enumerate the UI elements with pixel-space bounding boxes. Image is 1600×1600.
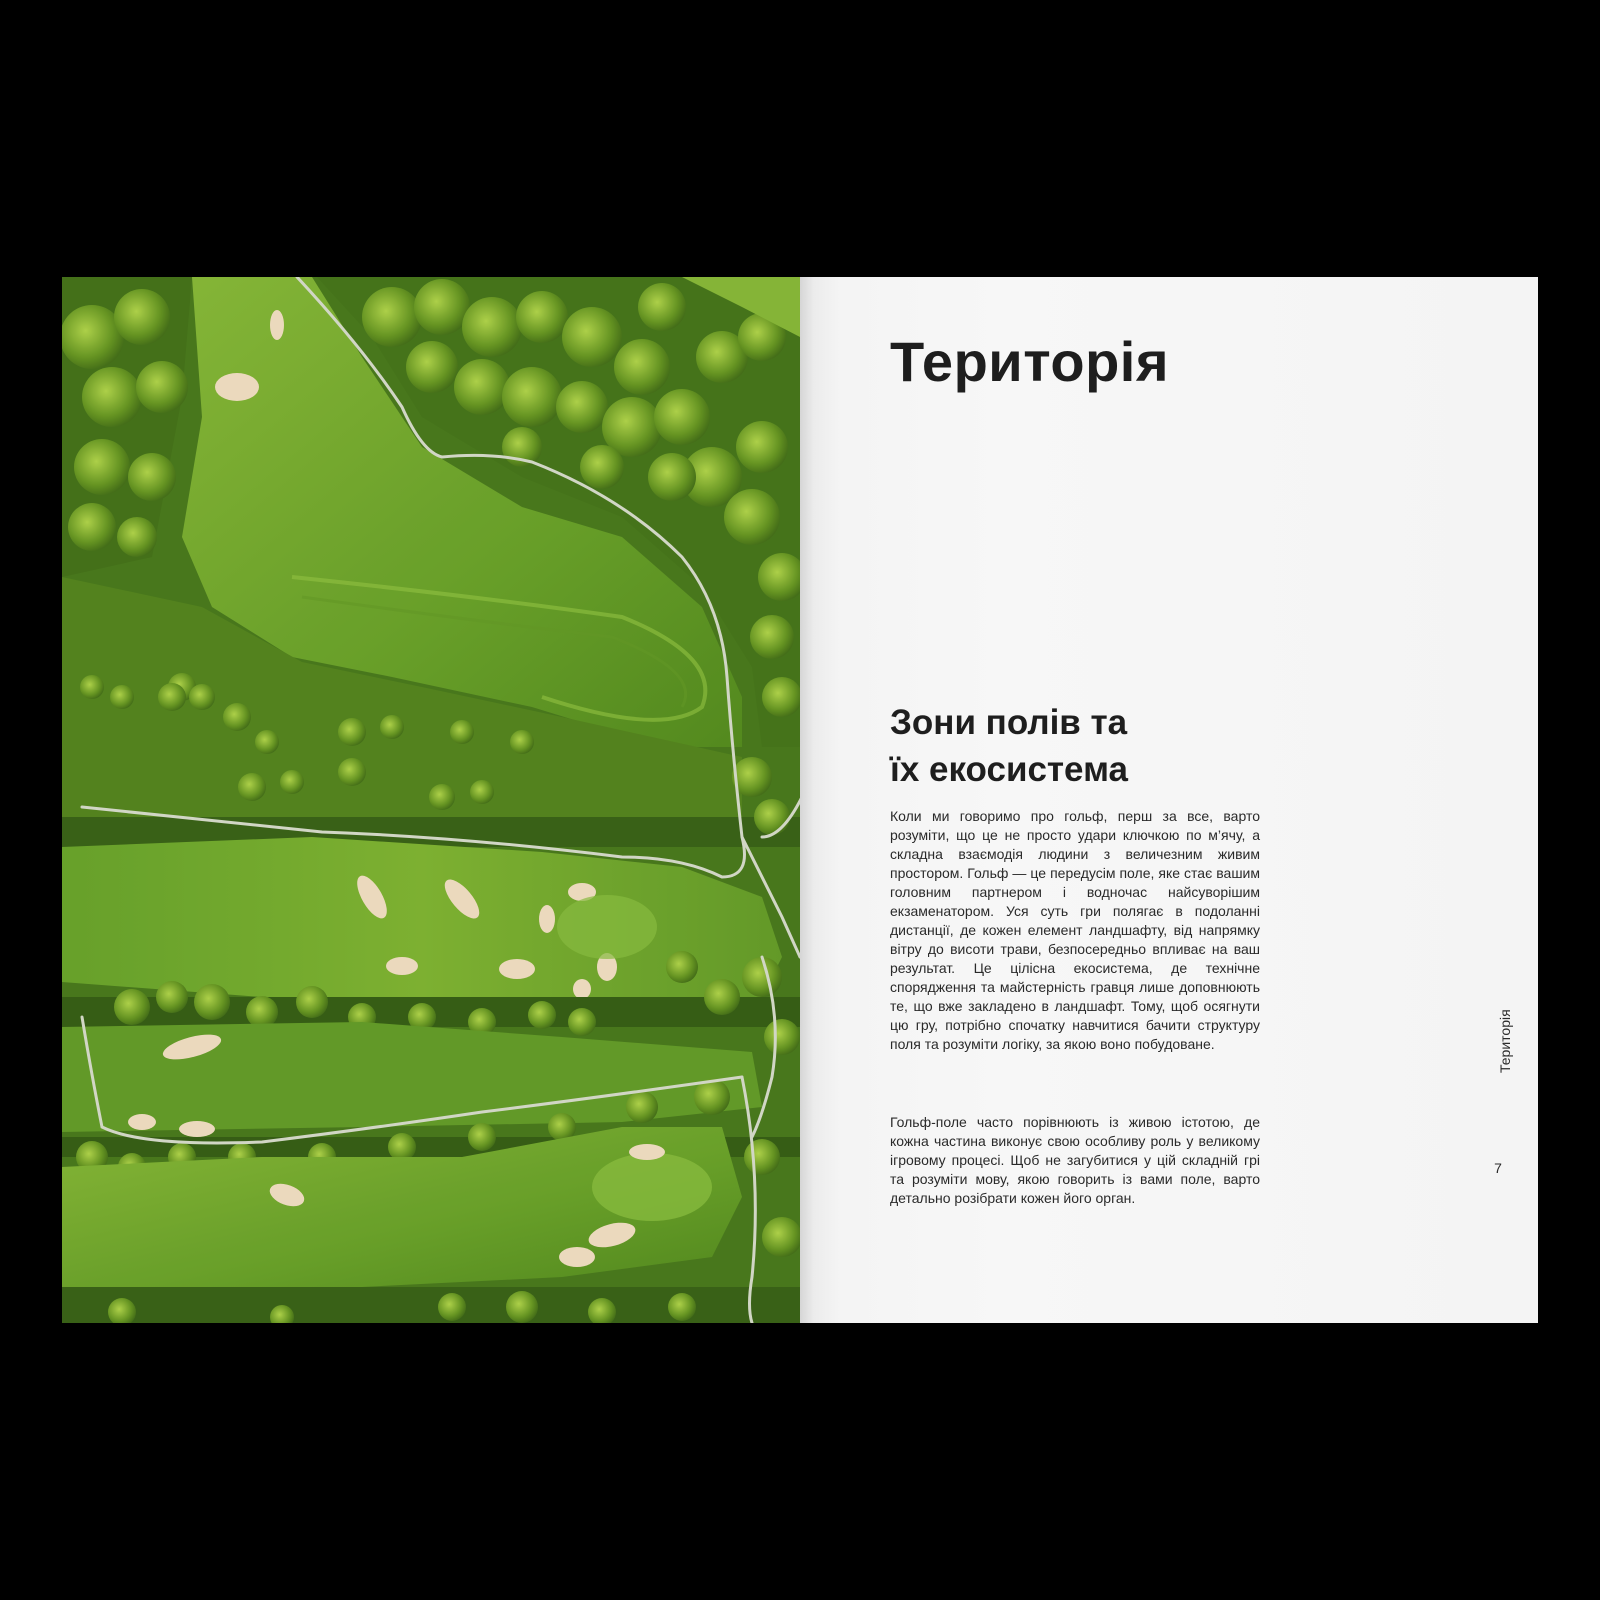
text-page: [800, 277, 1538, 1323]
body-paragraph-1: Коли ми говоримо про гольф, перш за все, варто розуміти, що це не просто удари ключкою по м’ячу, а складна взаємодія людини з величезним живим простором. Гольф — це передусім поле, яке стає вашим головним партнером і водночас найсуворішим екзаменатором. Уся суть гри полягає в подоланні дистанції, де кожен елемент ландшафту, від напрямку вітру до висоти трави, безпосередньо впливає на ваш результат. Це цілісна екосистема, де технічне спорядження та майстерність гравця лише доповнюють те, що вже закладено в ландшафт. Тому, щоб осягнути цю гру, потрібно спочатку навчитися бачити структуру поля та розуміти логіку, за якою воно побудоване.: [890, 808, 1260, 1052]
section-title: [890, 699, 1310, 793]
photo-page: [62, 277, 800, 1323]
section-title-line-1: Зони полів та: [890, 703, 1128, 742]
chapter-title: Територія: [890, 330, 1170, 393]
book-spread: [62, 277, 1538, 1323]
aerial-golf-course-photo: [62, 277, 800, 1323]
section-title-line-2: їх екосистема: [890, 750, 1128, 789]
running-header: Територія: [1497, 1009, 1513, 1073]
body-paragraph-2: Гольф-поле часто порівнюють із живою істотою, де кожна частина виконує свою особливу роль у великому ігровому процесі. Щоб не загубитися у цій складній грі та розуміти мову, якою говорить із вами поле, варто детально розібрати кожен його орган.: [890, 1114, 1260, 1206]
page-number: 7: [1494, 1160, 1502, 1176]
